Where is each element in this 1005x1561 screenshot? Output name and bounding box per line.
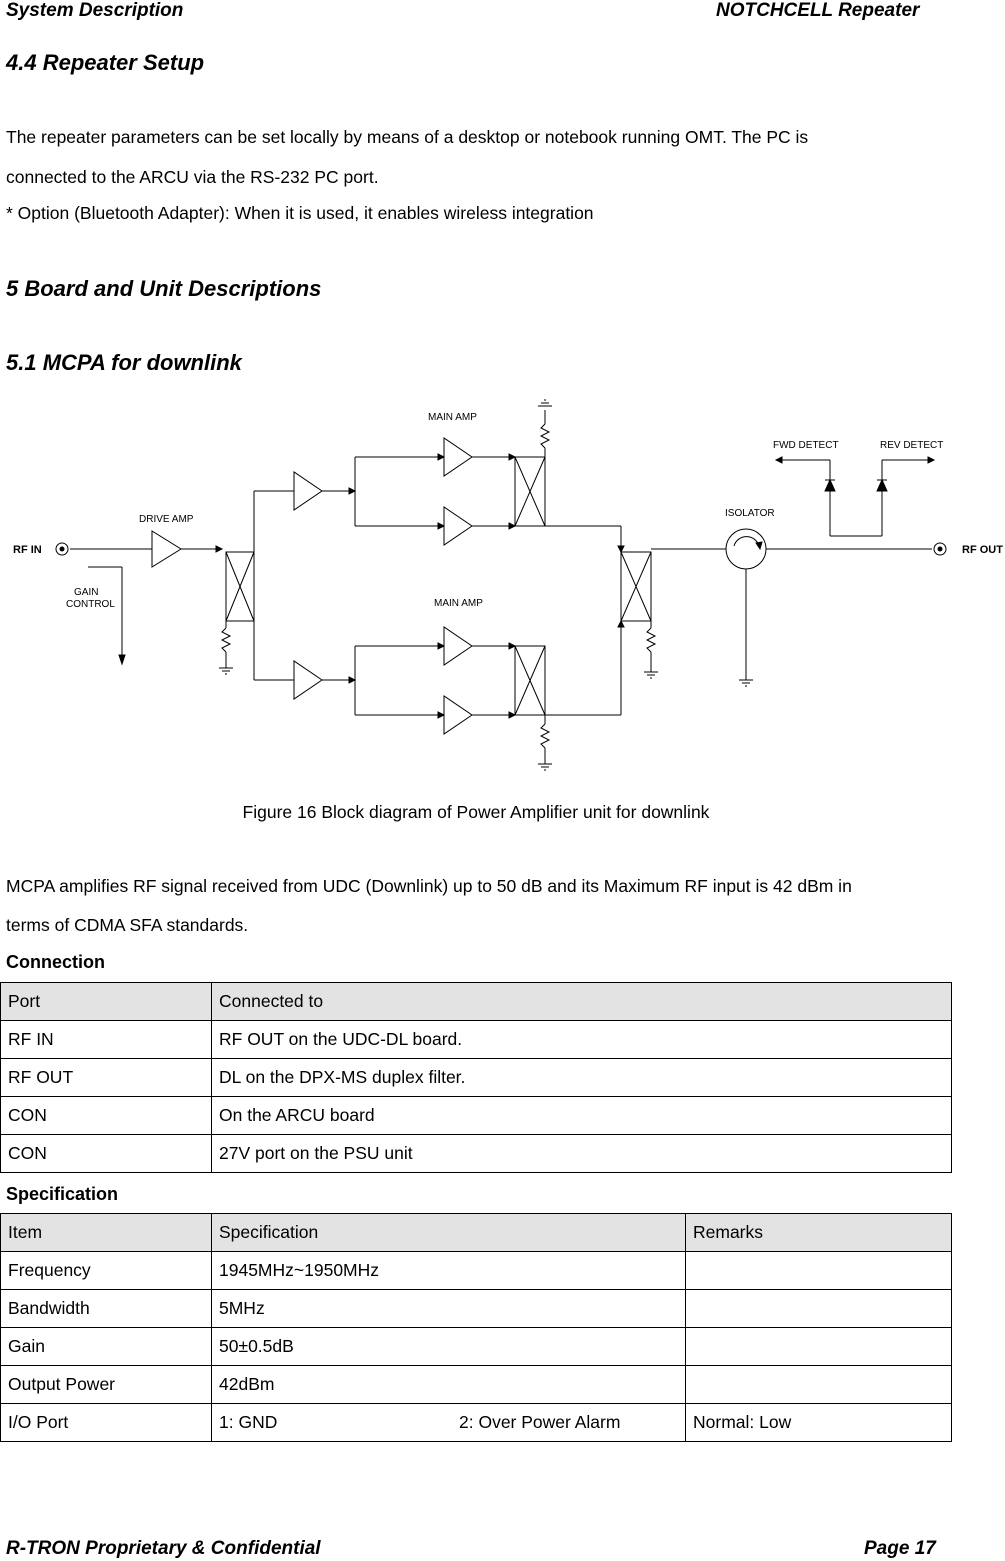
table-cell: RF OUT: [1, 1059, 212, 1097]
table-cell: RF OUT on the UDC-DL board.: [212, 1021, 952, 1059]
isolator-label: ISOLATOR: [725, 508, 775, 519]
connection-label: Connection: [6, 952, 105, 972]
table-row: [1, 1059, 952, 1097]
rf-out-label: RF OUT: [962, 544, 1003, 556]
table-cell: RF IN: [1, 1021, 212, 1059]
rf-in-label: RF IN: [13, 544, 42, 556]
drive-amp-label: DRIVE AMP: [139, 514, 194, 525]
header-right: NOTCHCELL Repeater: [716, 0, 920, 21]
table-cell: [686, 1366, 952, 1404]
io-spec-gnd: 1: GND: [219, 1412, 278, 1432]
gain-control-label-1: GAIN: [74, 587, 99, 598]
table-cell: CON: [1, 1097, 212, 1135]
table-cell: [212, 1404, 686, 1442]
figure-caption: Figure 16 Block diagram of Power Amplifier unit for downlink: [242, 802, 710, 822]
table-cell: 27V port on the PSU unit: [212, 1135, 952, 1173]
table-cell: Output Power: [1, 1366, 212, 1404]
table-row: [1, 1290, 952, 1328]
table-cell: 1945MHz~1950MHz: [212, 1252, 686, 1290]
table-row: [1, 1135, 952, 1173]
section-heading-board-unit: 5 Board and Unit Descriptions: [6, 276, 322, 301]
connection-table: [0, 982, 952, 1173]
page-label: Page: [864, 1538, 910, 1559]
section-heading-repeater-setup: 4.4 Repeater Setup: [6, 50, 205, 75]
mcpa-description-1: MCPA amplifies RF signal received from UDC (Downlink) up to 50 dB and its Maximum RF input is 42 dBm in: [6, 876, 852, 896]
specification-table: [0, 1213, 952, 1442]
table-row: [1, 1097, 952, 1135]
page-number-value: 17: [914, 1538, 936, 1559]
table-cell: On the ARCU board: [212, 1097, 952, 1135]
header-cell: Connected to: [212, 983, 952, 1021]
repeater-setup-text-1: The repeater parameters can be set locally by means of a desktop or notebook running OMT. The PC is: [6, 127, 809, 147]
table-cell: [686, 1252, 952, 1290]
table-cell: [686, 1328, 952, 1366]
table-row: [1, 1328, 952, 1366]
table-cell: DL on the DPX-MS duplex filter.: [212, 1059, 952, 1097]
table-cell: [686, 1290, 952, 1328]
footer-left: R-TRON Proprietary & Confidential: [6, 1538, 321, 1559]
repeater-setup-text-2: connected to the ARCU via the RS-232 PC port.: [6, 167, 379, 187]
table-cell: CON: [1, 1135, 212, 1173]
header-cell: Item: [1, 1214, 212, 1252]
main-amp-bottom-label: MAIN AMP: [434, 598, 483, 609]
table-row: [1, 1404, 952, 1442]
table-row: [1, 1021, 952, 1059]
header-cell: Port: [1, 983, 212, 1021]
table-row: [1, 1252, 952, 1290]
io-spec-alarm: 2: Over Power Alarm: [459, 1412, 621, 1432]
page-number: [864, 1538, 936, 1560]
header-cell: Remarks: [686, 1214, 952, 1252]
repeater-setup-text-3: * Option (Bluetooth Adapter): When it is used, it enables wireless integration: [6, 203, 594, 223]
table-header-row: [1, 1214, 952, 1252]
table-cell: Frequency: [1, 1252, 212, 1290]
table-cell: I/O Port: [1, 1404, 212, 1442]
table-cell: Bandwidth: [1, 1290, 212, 1328]
table-row: [1, 1366, 952, 1404]
mcpa-description-2: terms of CDMA SFA standards.: [6, 915, 249, 935]
table-cell: Gain: [1, 1328, 212, 1366]
header-cell: Specification: [212, 1214, 686, 1252]
table-cell: 50±0.5dB: [212, 1328, 686, 1366]
mcpa-block-diagram: [0, 392, 1005, 780]
table-cell: 42dBm: [212, 1366, 686, 1404]
main-amp-top-label: MAIN AMP: [428, 412, 477, 423]
specification-label: Specification: [6, 1184, 119, 1204]
fwd-detect-label: FWD DETECT: [773, 440, 839, 451]
section-heading-mcpa: 5.1 MCPA for downlink: [6, 350, 242, 375]
gain-control-label-2: CONTROL: [66, 599, 115, 610]
table-cell: 5MHz: [212, 1290, 686, 1328]
rev-detect-label: REV DETECT: [880, 440, 944, 451]
table-header-row: [1, 983, 952, 1021]
header-left: System Description: [6, 0, 184, 21]
table-cell: Normal: Low: [686, 1404, 952, 1442]
